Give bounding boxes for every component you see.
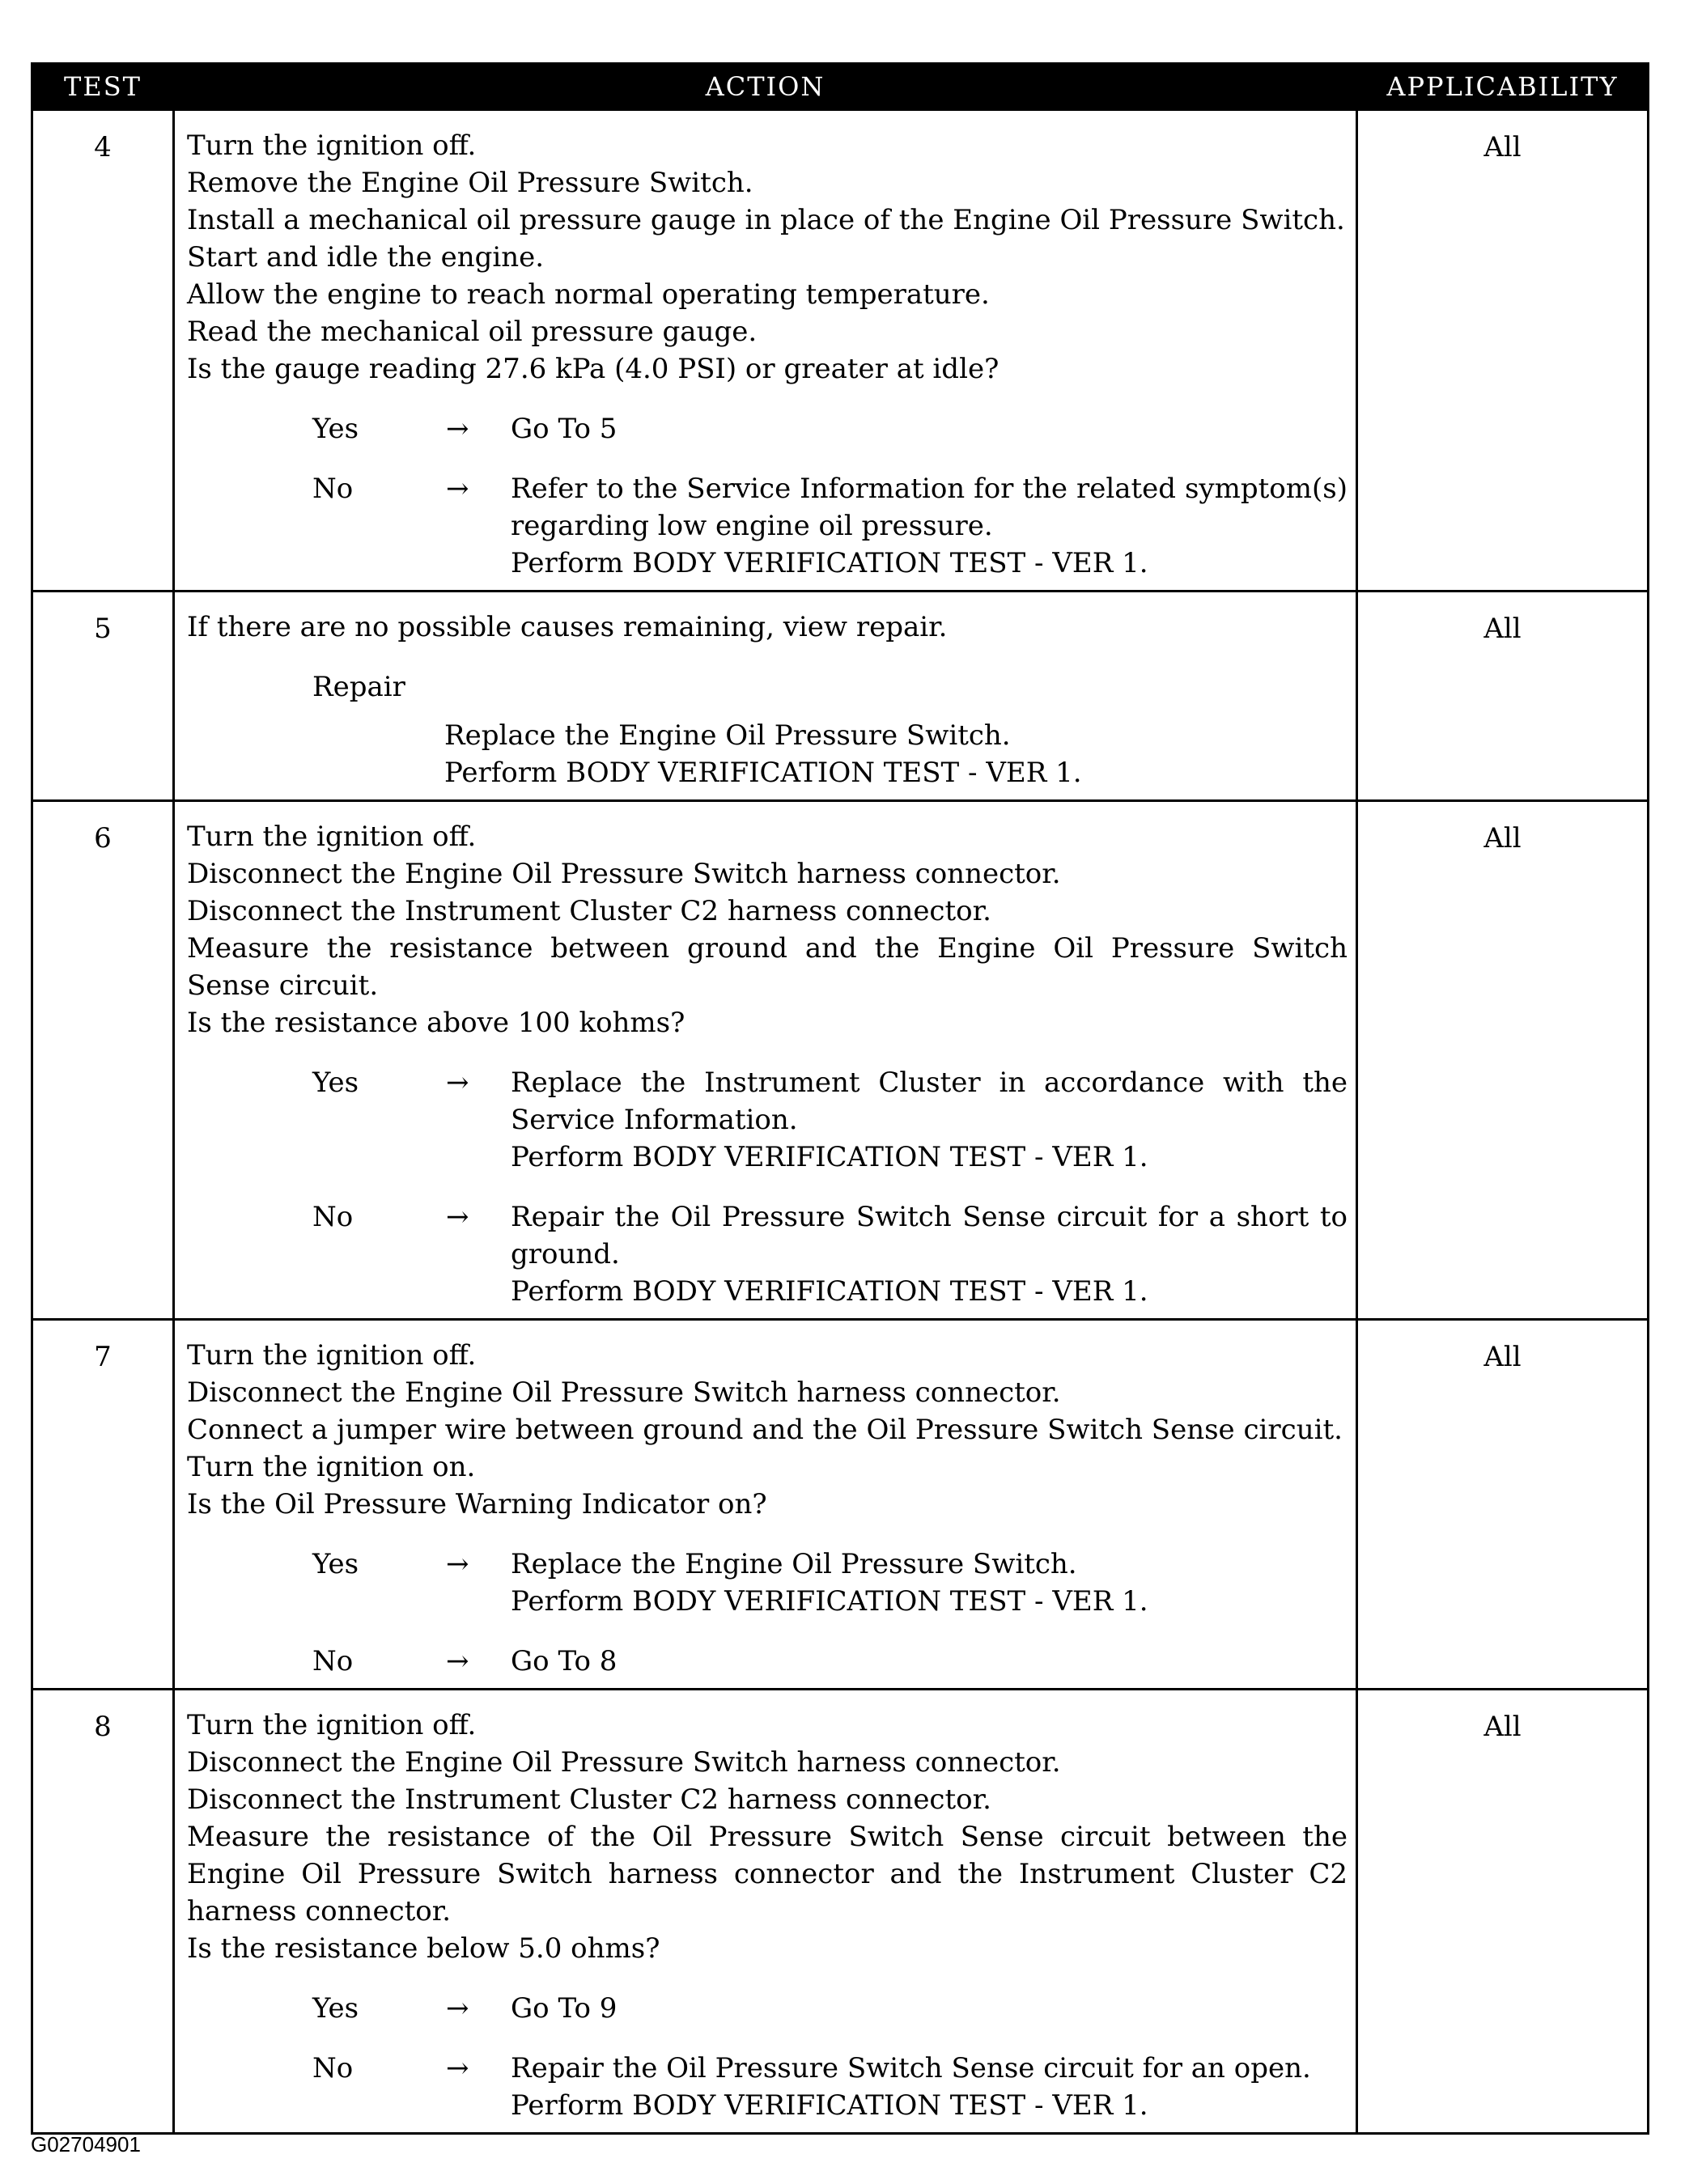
table-row [32, 1320, 1649, 1690]
result-line: Replace the Engine Oil Pressure Switch. [444, 719, 1011, 752]
test-number: 6 [32, 801, 174, 1320]
go-to-link[interactable]: Go To 5 [511, 413, 618, 445]
yes-result [511, 1064, 1348, 1176]
action-step: Disconnect the Instrument Cluster C2 harness connector. [187, 1783, 991, 1816]
table-row [32, 801, 1649, 1320]
no-response [187, 1198, 1348, 1310]
action-step: Turn the ignition off. [187, 1709, 477, 1741]
no-response [187, 2050, 1348, 2124]
repair-label: Repair [312, 671, 405, 703]
result-line: Perform BODY VERIFICATION TEST - VER 1. [511, 1141, 1148, 1173]
yes-label: Yes [312, 1548, 359, 1580]
action-cell [174, 1320, 1357, 1690]
yes-response [187, 1546, 1348, 1620]
result-line: Perform BODY VERIFICATION TEST - VER 1. [511, 1585, 1148, 1618]
action-step: Disconnect the Instrument Cluster C2 harness connector. [187, 895, 991, 927]
test-procedure-table-container [31, 62, 1647, 2135]
action-question: Is the resistance below 5.0 ohms? [187, 1932, 660, 1965]
table-row [32, 592, 1649, 801]
test-number: 8 [32, 1690, 174, 2134]
result-line: Repair the Oil Pressure Switch Sense circuit for an open. [511, 2052, 1311, 2084]
result-line: Perform BODY VERIFICATION TEST - VER 1. [511, 2089, 1148, 2122]
action-question: Is the Oil Pressure Warning Indicator on? [187, 1488, 767, 1520]
go-to-link[interactable]: Go To 8 [511, 1645, 618, 1677]
no-label: No [312, 1645, 354, 1677]
yes-label: Yes [312, 413, 359, 445]
yes-label: Yes [312, 1067, 359, 1099]
header-action: ACTION [174, 64, 1357, 110]
yes-result [511, 1546, 1348, 1620]
no-label: No [312, 2052, 354, 2084]
test-number: 7 [32, 1320, 174, 1690]
action-step: Disconnect the Engine Oil Pressure Switch harness connector. [187, 1746, 1061, 1779]
action-step: Remove the Engine Oil Pressure Switch. [187, 167, 753, 199]
applicability-cell: All [1357, 592, 1649, 801]
action-cell [174, 1690, 1357, 2134]
repair-text [187, 717, 1348, 791]
result-line: Perform BODY VERIFICATION TEST - VER 1. [511, 1275, 1148, 1308]
yes-result [511, 410, 1348, 447]
result-line: Repair the Oil Pressure Switch Sense circuit for a short to ground. [511, 1201, 1348, 1270]
yes-response [187, 1064, 1348, 1176]
yes-result [511, 1990, 1348, 2027]
applicability-cell: All [1357, 110, 1649, 592]
test-number: 4 [32, 110, 174, 592]
go-to-link[interactable]: Go To 9 [511, 1992, 618, 2025]
no-result [511, 1643, 1348, 1680]
header-applicability: APPLICABILITY [1357, 64, 1649, 110]
action-step: If there are no possible causes remaining, view repair. [187, 611, 948, 643]
result-line: Replace the Engine Oil Pressure Switch. [511, 1548, 1077, 1580]
arrow-icon: → [446, 1645, 469, 1677]
action-step: Turn the ignition off. [187, 1339, 477, 1372]
figure-code: G02704901 [31, 2132, 141, 2156]
action-step: Measure the resistance of the Oil Pressure Switch Sense circuit between the Engine Oil Pressure Switch harness connector and the Instrument Cluster C2 harness connector. [187, 1821, 1348, 1927]
yes-response [187, 1990, 1348, 2027]
applicability-cell: All [1357, 1690, 1649, 2134]
action-step: Read the mechanical oil pressure gauge. [187, 316, 758, 348]
arrow-icon: → [446, 1992, 469, 2025]
action-cell [174, 110, 1357, 592]
yes-label: Yes [312, 1992, 359, 2025]
table-row [32, 110, 1649, 592]
result-line: Perform BODY VERIFICATION TEST - VER 1. [511, 547, 1148, 579]
action-cell [174, 592, 1357, 801]
table-header-row [32, 64, 1649, 110]
no-response [187, 1643, 1348, 1680]
no-result [511, 470, 1348, 582]
action-step: Turn the ignition off. [187, 129, 477, 162]
diagnostic-test-table [31, 62, 1649, 2135]
action-question: Is the gauge reading 27.6 kPa (4.0 PSI) or greater at idle? [187, 353, 1000, 385]
action-question: Is the resistance above 100 kohms? [187, 1007, 685, 1039]
table-row [32, 1690, 1649, 2134]
result-line: Perform BODY VERIFICATION TEST - VER 1. [444, 757, 1082, 789]
arrow-icon: → [446, 1548, 469, 1580]
applicability-cell: All [1357, 1320, 1649, 1690]
result-line: Replace the Instrument Cluster in accordance with the Service Information. [511, 1067, 1348, 1136]
action-step: Measure the resistance between ground and the Engine Oil Pressure Switch Sense circuit. [187, 932, 1348, 1002]
action-step: Install a mechanical oil pressure gauge in place of the Engine Oil Pressure Switch. [187, 204, 1345, 236]
result-line: Refer to the Service Information for the related symptom(s) regarding low engine oil pressure. [511, 473, 1348, 542]
header-test: TEST [32, 64, 174, 110]
no-response [187, 470, 1348, 582]
no-result [511, 2050, 1348, 2124]
arrow-icon: → [446, 473, 469, 505]
arrow-icon: → [446, 413, 469, 445]
action-cell [174, 801, 1357, 1320]
yes-response [187, 410, 1348, 447]
action-step: Connect a jumper wire between ground and the Oil Pressure Switch Sense circuit. [187, 1414, 1343, 1446]
action-step: Turn the ignition on. [187, 1451, 476, 1483]
action-step: Disconnect the Engine Oil Pressure Switch harness connector. [187, 1376, 1061, 1409]
no-result [511, 1198, 1348, 1310]
action-step: Start and idle the engine. [187, 241, 545, 274]
applicability-cell: All [1357, 801, 1649, 1320]
arrow-icon: → [446, 1201, 469, 1233]
test-number: 5 [32, 592, 174, 801]
no-label: No [312, 473, 354, 505]
no-label: No [312, 1201, 354, 1233]
action-step: Disconnect the Engine Oil Pressure Switch harness connector. [187, 858, 1061, 890]
action-step: Turn the ignition off. [187, 821, 477, 853]
arrow-icon: → [446, 2052, 469, 2084]
arrow-icon: → [446, 1067, 469, 1099]
action-step: Allow the engine to reach normal operating temperature. [187, 278, 990, 311]
